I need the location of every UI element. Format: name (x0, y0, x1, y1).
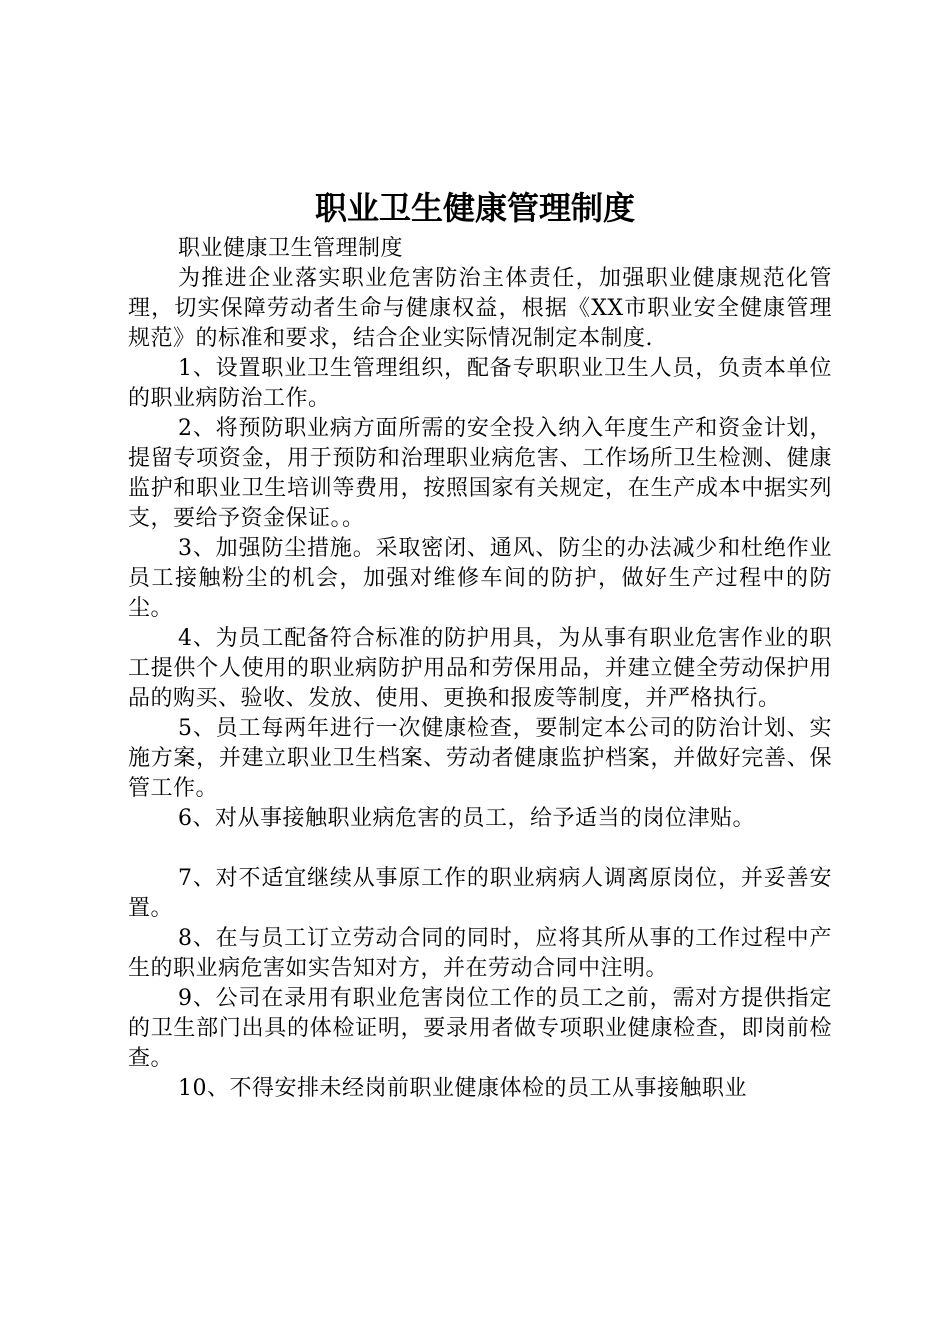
document-title: 职业卫生健康管理制度 (314, 189, 635, 227)
paragraph-intro: 为推进企业落实职业危害防治主体责任，加强职业健康规范化管理，切实保障劳动者生命与健康权益，根据《XX市职业安全健康管理规范》的标准和要求，结合企业实际情况制定本制度. (128, 266, 832, 351)
paragraph-item-5: 5、员工每两年进行一次健康检查，要制定本公司的防治计划、实施方案，并建立职业卫生档案、劳动者健康监护档案，并做好完善、保管工作。 (128, 716, 832, 801)
paragraph-subtitle: 职业健康卫生管理制度 (178, 236, 404, 261)
paragraph-item-2: 2、将预防职业病方面所需的安全投入纳入年度生产和资金计划，提留专项资金，用于预防和治理职业病危害、工作场所卫生检测、健康监护和职业卫生培训等费用，按照国家有关规定，在生产成本中据实列支，要给予资金保证。。 (128, 416, 832, 531)
paragraph-item-10: 10、不得安排未经岗前职业健康体检的员工从事接触职业 (178, 1076, 747, 1101)
paragraph-item-1: 1、设置职业卫生管理组织，配备专职职业卫生人员，负责本单位的职业病防治工作。 (128, 356, 832, 411)
paragraph-item-7: 7、对不适宜继续从事原工作的职业病病人调离原岗位，并妥善安置。 (128, 866, 832, 921)
paragraph-item-9: 9、公司在录用有职业危害岗位工作的员工之前，需对方提供指定的卫生部门出具的体检证明，要录用者做专项职业健康检查，即岗前检查。 (128, 986, 832, 1071)
document-body (128, 234, 832, 1104)
paragraph-item-8: 8、在与员工订立劳动合同的同时，应将其所从事的工作过程中产生的职业病危害如实告知对方，并在劳动合同中注明。 (128, 926, 832, 981)
paragraph-item-6: 6、对从事接触职业病危害的员工，给予适当的岗位津贴。 (178, 806, 755, 831)
paragraph-item-3: 3、加强防尘措施。采取密闭、通风、防尘的办法减少和杜绝作业员工接触粉尘的机会，加强对维修车间的防护，做好生产过程中的防尘。 (128, 536, 832, 621)
paragraph-item-4: 4、为员工配备符合标准的防护用具，为从事有职业危害作业的职工提供个人使用的职业病防护用品和劳保用品，并建立健全劳动保护用品的购买、验收、发放、使用、更换和报废等制度，并严格执行。 (128, 626, 832, 711)
